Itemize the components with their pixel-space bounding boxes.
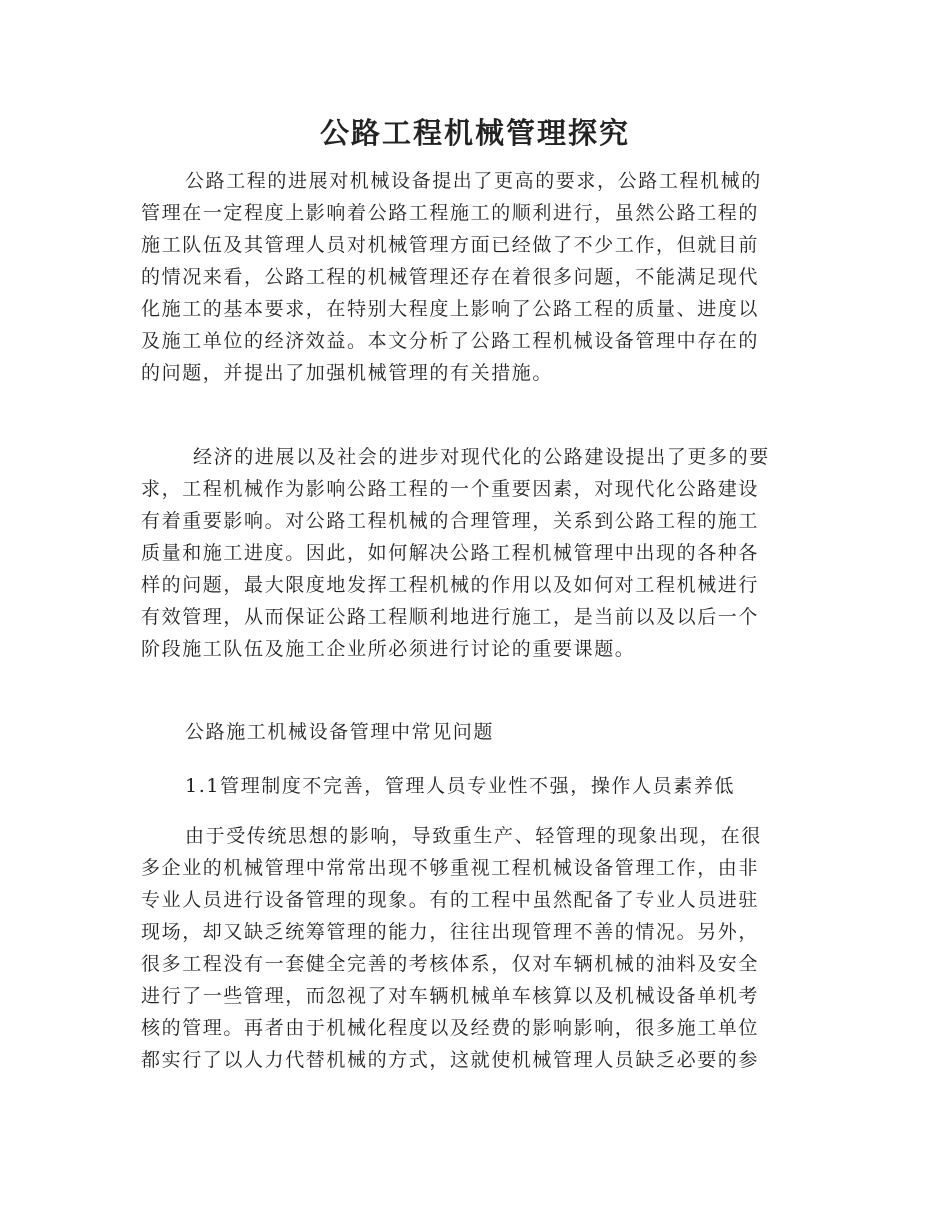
paragraph-line: 核的管理。再者由于机械化程度以及经费的影响影响，很多施工单位	[141, 1017, 760, 1039]
paragraph-line: 经济的进展以及社会的进步对现代化的公路建设提出了更多的要	[193, 446, 770, 468]
paragraph-line: 现场，却又缺乏统筹管理的能力，往往出现管理不善的情况。另外，	[141, 921, 760, 943]
paragraph-line: 质量和施工进度。因此，如何解决公路工程机械管理中出现的各种各	[141, 542, 760, 564]
paragraph-line: 都实行了以人力代替机械的方式，这就使机械管理人员缺乏必要的参	[141, 1049, 760, 1071]
subsection-heading-block	[141, 770, 811, 802]
body-paragraph	[141, 820, 811, 1076]
intro-paragraph	[141, 165, 811, 389]
paragraph-line: 由于受传统思想的影响，导致重生产、轻管理的现象出现，在很	[185, 825, 762, 847]
paragraph-line: 进行了一些管理，而忽视了对车辆机械单车核算以及机械设备单机考	[141, 985, 760, 1007]
paragraph-line: 有效管理，从而保证公路工程顺利地进行施工，是当前以及以后一个	[141, 606, 760, 628]
section-heading: 公路施工机械设备管理中常见问题	[185, 721, 495, 743]
paragraph-line: 管理在一定程度上影响着公路工程施工的顺利进行，虽然公路工程的	[141, 202, 760, 224]
paragraph-line: 的问题，并提出了加强机械管理的有关措施。	[141, 362, 554, 384]
paragraph-line: 施工队伍及其管理人员对机械管理方面已经做了不少工作，但就目前	[141, 234, 760, 256]
document-title: 公路工程机械管理探究	[319, 116, 630, 150]
background-paragraph	[141, 441, 811, 665]
paragraph-line: 有着重要影响。对公路工程机械的合理管理，关系到公路工程的施工	[141, 510, 760, 532]
paragraph-line: 阶段施工队伍及施工企业所必须进行讨论的重要课题。	[141, 638, 636, 660]
paragraph-line: 求，工程机械作为影响公路工程的一个重要因素，对现代化公路建设	[141, 478, 760, 500]
paragraph-line: 公路工程的进展对机械设备提出了更高的要求，公路工程机械的	[185, 170, 762, 192]
paragraph-line: 及施工单位的经济效益。本文分析了公路工程机械设备管理中存在的	[141, 330, 760, 352]
paragraph-line: 很多工程没有一套健全完善的考核体系，仅对车辆机械的油料及安全	[141, 953, 760, 975]
section-heading-block	[141, 716, 811, 748]
subsection-heading: 1.1管理制度不完善，管理人员专业性不强，操作人员素养低	[185, 775, 736, 797]
paragraph-line: 样的问题，最大限度地发挥工程机械的作用以及如何对工程机械进行	[141, 574, 760, 596]
paragraph-line: 化施工的基本要求，在特别大程度上影响了公路工程的质量、进度以	[141, 298, 760, 320]
paragraph-line: 专业人员进行设备管理的现象。有的工程中虽然配备了专业人员进驻	[141, 889, 760, 911]
paragraph-line: 多企业的机械管理中常常出现不够重视工程机械设备管理工作，由非	[141, 857, 760, 879]
paragraph-line: 的情况来看，公路工程的机械管理还存在着很多问题，不能满足现代	[141, 266, 760, 288]
